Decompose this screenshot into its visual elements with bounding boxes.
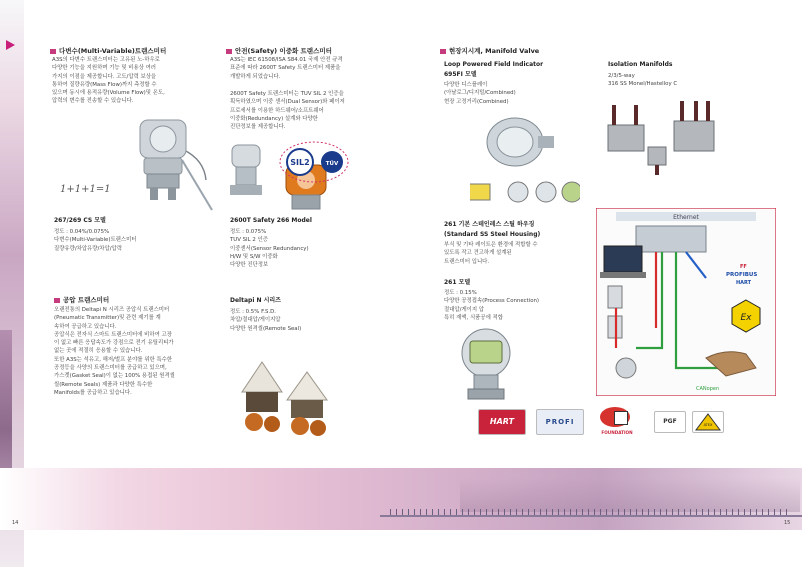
body-line: 이중화(Redundancy) 설계와 다양한 <box>230 115 318 122</box>
section-title-multivariable: 다변수(Multi-Variable)트랜스미터 <box>50 46 166 55</box>
model-body-deltapi <box>230 308 400 333</box>
body-line: H/W 및 S/W 이중화 <box>230 253 278 260</box>
body-line: 다양한 진단정보 <box>230 262 269 269</box>
ethernet-label: Ethernet <box>673 214 699 221</box>
body-line: 이중센서(Sensor Redundancy) <box>230 245 309 252</box>
figure-label: 1+1+1=1 <box>60 184 111 195</box>
body-line: 부식 및 기타 레이트은 환경에 적합할 수 <box>444 242 538 248</box>
body-line: 개발하게 되었습니다. <box>230 73 281 80</box>
sil2-badge: SIL2 <box>290 158 310 167</box>
body-line: TUV SIL 2 인증 <box>230 237 268 244</box>
body-line: 2/3/5-way <box>608 73 635 79</box>
body-line: 다변수(Multi-Variable)트랜스미터 <box>54 237 137 244</box>
pgf-logo <box>654 411 686 433</box>
atex-logo-text: ATEX <box>703 423 713 427</box>
atex-logo <box>692 411 724 433</box>
page-number-right: 15 <box>784 520 791 526</box>
manifold-body <box>608 72 758 89</box>
field-indicator-image <box>470 108 580 208</box>
footer-line <box>380 515 802 517</box>
body-line: 정도 : 0.04%/0.075% <box>54 229 110 235</box>
atex-warning-icon <box>693 412 723 432</box>
foundation-logo <box>592 405 642 439</box>
profi-logo <box>536 409 584 435</box>
body-line: 316 SS Monel/Hastelloy C <box>608 81 678 88</box>
body-line: 절대압/게이지 압 <box>444 306 484 313</box>
body-line: 있으며 동시에 용적유량(Volume Flow)및 온도, <box>52 90 165 97</box>
model-title-261: 261 모델 <box>444 279 471 286</box>
body-line: 오랜전통의 Deltapi N 시리즈 공압식 트랜스미터 <box>54 307 170 313</box>
arrow-marker-icon <box>6 40 15 50</box>
body-line: 가지의 이점을 제공합니다. 고도/압력 보상을 <box>52 73 157 80</box>
hart-logo-text: HART <box>489 417 515 426</box>
section-mark-icon <box>50 49 56 54</box>
body-line: A3S의 다변수 트랜스미터는 고유된 노-하우로 <box>52 57 160 63</box>
certification-badges <box>278 140 350 184</box>
body-line: 통하여 질량유량(Mass Flow)까지 측정할 수 <box>52 81 157 88</box>
profi-logo-text: PROFI <box>545 418 575 426</box>
stainless-transmitter-image <box>450 325 530 405</box>
body-line: 이 없고 빠른 응답속도가 강점으로 전기 유틸리티가 <box>54 340 174 347</box>
protocol-logos-row <box>478 405 734 439</box>
pneumatic-transmitter-image <box>232 352 352 442</box>
canopen-label: CANopen <box>696 386 720 392</box>
body-line: 다양한 원격씰(Remote Seal) <box>230 325 302 332</box>
model-body-267 <box>54 228 219 253</box>
body-line: 공정등을 사양의 트랜스미터를 공급하고 있으며, <box>54 365 167 372</box>
section-mark-icon <box>440 49 446 54</box>
pneumatic-body <box>54 306 224 397</box>
body-line: 차압/절대압/게이지압 <box>230 317 281 324</box>
communication-diagram <box>596 208 776 396</box>
footer-industrial-skyline <box>460 478 800 512</box>
manifold-title: Isolation Manifolds <box>608 61 673 68</box>
section-title-safety: 안전(Safety) 이중화 트랜스미터 <box>226 46 332 55</box>
body-line: 다양한 디스플레이 <box>444 82 488 88</box>
housing-body <box>444 241 594 266</box>
body-line: 정도 : 0.15% <box>444 290 477 296</box>
body-line: 질량유량/차압유량/차압/압력 <box>54 245 122 252</box>
indicator-body <box>444 81 594 106</box>
page-number-left: 14 <box>12 520 19 526</box>
body-line: 진단정보를 제공합니다. <box>230 124 286 131</box>
body-line: 다양한 기능을 지원하며 기능 및 비용상 여러 <box>52 65 157 72</box>
profibus-label: PROFIBUS <box>726 272 758 278</box>
indicator-model: 695FI 모델 <box>444 71 477 78</box>
body-line: 없는 곳에 적절히 응용할 수 있습니다. <box>54 348 143 355</box>
body-line: 현장 고정거리(Combined) <box>444 98 509 105</box>
ff-label: FF <box>740 264 747 270</box>
model-body-266 <box>230 228 400 269</box>
multivariable-body <box>52 56 222 106</box>
model-title-deltapi: Deltapi N 시리즈 <box>230 297 281 304</box>
section-title-indicator-manifold: 현장지시계, Manifold Valve <box>440 46 539 55</box>
housing-title: 261 기본 스테인레스 스틸 하우징 <box>444 221 535 228</box>
body-line: 속하여 공급하고 있습니다. <box>54 323 117 330</box>
body-line: A3S는 IEC 61508/ISA S84.01 국제 안전 규격 <box>230 57 343 63</box>
section-title-pneumatic: 공압 트랜스미터 <box>54 295 109 304</box>
body-line: 압력의 변수를 전송할 수 있습니다. <box>52 98 134 105</box>
pgf-logo-text: PGF <box>663 418 677 425</box>
safety-body-2 <box>230 90 405 131</box>
body-line: 표준에 따라 2600T Safety 트랜스미터 제품을 <box>230 65 341 72</box>
body-line: 프로세서를 이용한 하드웨어/소프트웨어 <box>230 107 324 114</box>
body-line: 트랜스미터 입니다. <box>444 258 490 265</box>
body-line: 2600T Safety 트랜스미터는 TUV SIL 2 인증을 <box>230 91 344 97</box>
body-line: 가스켓(Gasket Seal)이 없는 100% 용접된 원격씰 <box>54 373 175 380</box>
body-line: 정도 : 0.075% <box>230 229 267 235</box>
housing-subtitle: (Standard SS Steel Housing) <box>444 231 541 238</box>
hart-label: HART <box>736 280 752 286</box>
body-line: 씰(Remote Seals) 제품과 다양한 특수한 <box>54 381 153 388</box>
foundation-logo-text: FOUNDATION <box>601 430 633 435</box>
body-line: (아날로그/디지털/Combined) <box>444 90 516 97</box>
section-mark-icon <box>226 49 232 54</box>
body-line: 정도 : 0.5% F.S.D. <box>230 309 277 315</box>
hart-logo <box>478 409 526 435</box>
body-line: 다양한 공정접속(Process Connection) <box>444 298 540 305</box>
body-line: 또한 A3S는 석유고, 해저/벌프 분야를 위한 특수한 <box>54 356 173 363</box>
body-line: 특히 재액, 식품공에 적합 <box>444 314 503 321</box>
model-title-266: 2600T Safety 266 Model <box>230 217 312 224</box>
safety-body-1 <box>230 56 405 81</box>
manifold-valve-image <box>596 95 726 175</box>
body-line: 획득하였으며 이중 센서(Dual Sensor)와 페이저 <box>230 99 345 106</box>
indicator-title: Loop Powered Field Indicator <box>444 61 544 68</box>
model-body-261 <box>444 289 594 322</box>
body-line: (Pneumatic Transmitter)및 관련 제기를 계 <box>54 315 161 322</box>
section-mark-icon <box>54 298 60 303</box>
body-line: 있도록 작고 견고하게 설계된 <box>444 250 512 257</box>
model-title-267: 267/269 CS 모델 <box>54 217 106 224</box>
ex-icon: Ex <box>740 313 752 323</box>
tuv-badge: TÜV <box>325 161 339 167</box>
body-line: 공압식은 전자식 스마트 트랜스미터에 비하여 고장 <box>54 331 172 338</box>
body-line: Manifolds를 공급하고 있습니다. <box>54 389 132 396</box>
multivariable-transmitter-image <box>52 110 222 215</box>
